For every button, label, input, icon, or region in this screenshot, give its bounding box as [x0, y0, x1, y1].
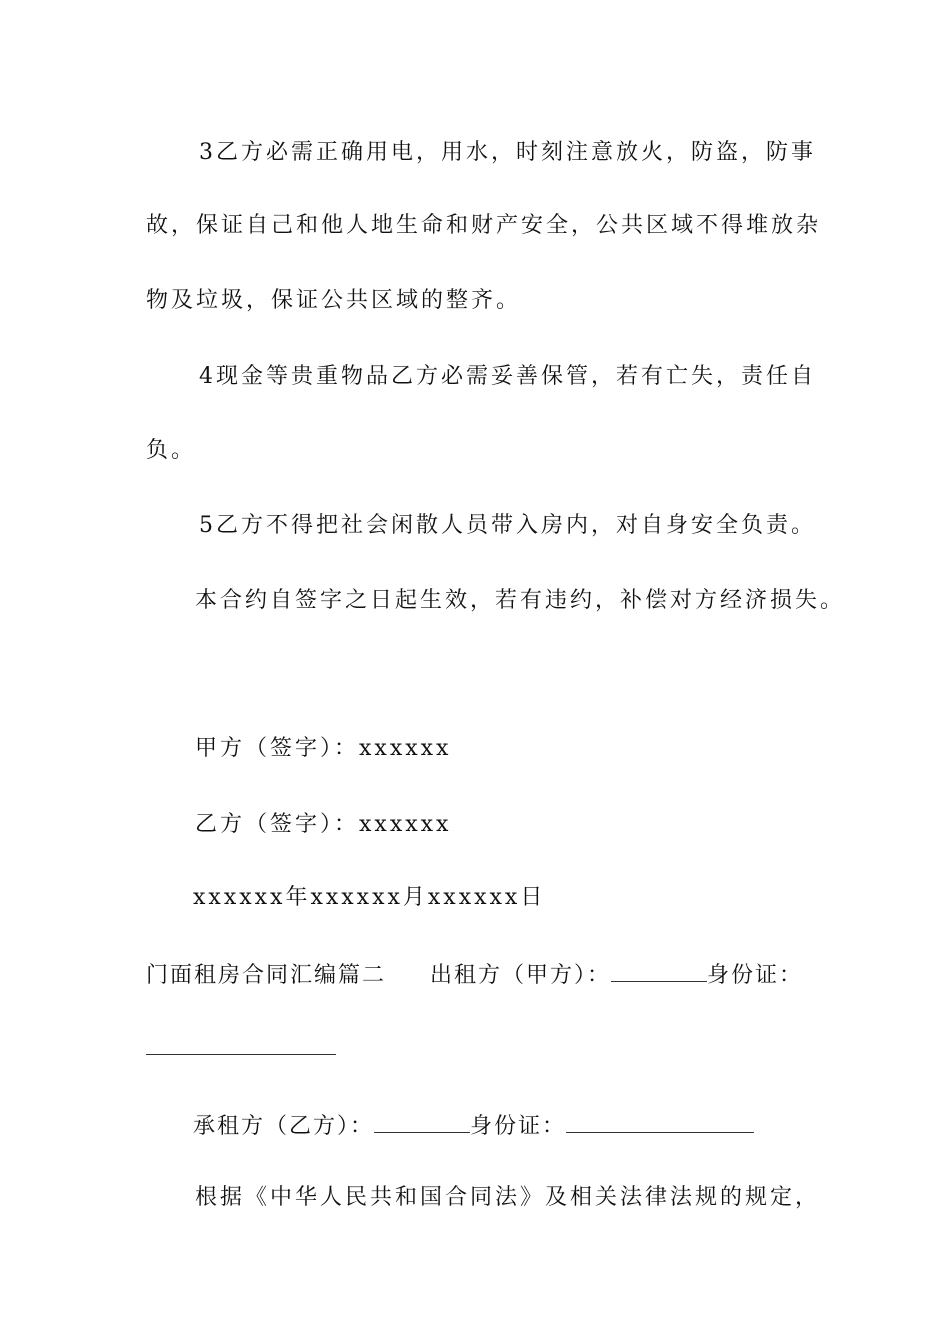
paragraph-clause-3-line-2: 故，保证自己和他人地生命和财产安全，公共区域不得堆放杂 — [146, 213, 822, 238]
lessor-name-blank — [611, 961, 707, 982]
paragraph-clause-3-line-1: 3乙方必需正确用电，用水，时刻注意放火，防盗，防事 — [199, 140, 816, 165]
lessor-label: 出租方（甲方）： — [430, 963, 612, 988]
lessee-name-blank — [374, 1112, 470, 1133]
second-contract-heading: 门面租房合同汇编篇二 — [146, 963, 387, 988]
signature-party-b: 乙方（签字）：xxxxxx — [195, 812, 452, 837]
lessor-id-label: 身份证： — [707, 963, 804, 988]
paragraph-clause-4-line-2: 负。 — [146, 438, 197, 463]
lessor-id-blank — [146, 1054, 336, 1055]
lessee-id-label: 身份证： — [470, 1114, 567, 1139]
paragraph-clause-5: 5乙方不得把社会闲散人员带入房内，对自身安全负责。 — [199, 513, 816, 538]
paragraph-clause-4-line-1: 4现金等贵重物品乙方必需妥善保管，若有亡失，责任自 — [199, 364, 816, 389]
paragraph-legal-basis: 根据《中华人民共和国合同法》及相关法律法规的规定， — [195, 1185, 821, 1210]
lessee-row — [193, 1112, 754, 1138]
lessee-id-blank — [566, 1112, 754, 1133]
paragraph-clause-3-line-3: 物及垃圾，保证公共区域的整齐。 — [146, 288, 522, 313]
second-contract-heading-row — [146, 961, 803, 987]
signature-party-a: 甲方（签字）：xxxxxx — [195, 736, 452, 761]
lessee-label: 承租方（乙方）： — [193, 1114, 375, 1139]
signature-date: xxxxxx年xxxxxx月xxxxxx日 — [193, 885, 546, 910]
paragraph-effective-clause: 本合约自签字之日起生效，若有违约，补偿对方经济损失。 — [195, 588, 846, 613]
